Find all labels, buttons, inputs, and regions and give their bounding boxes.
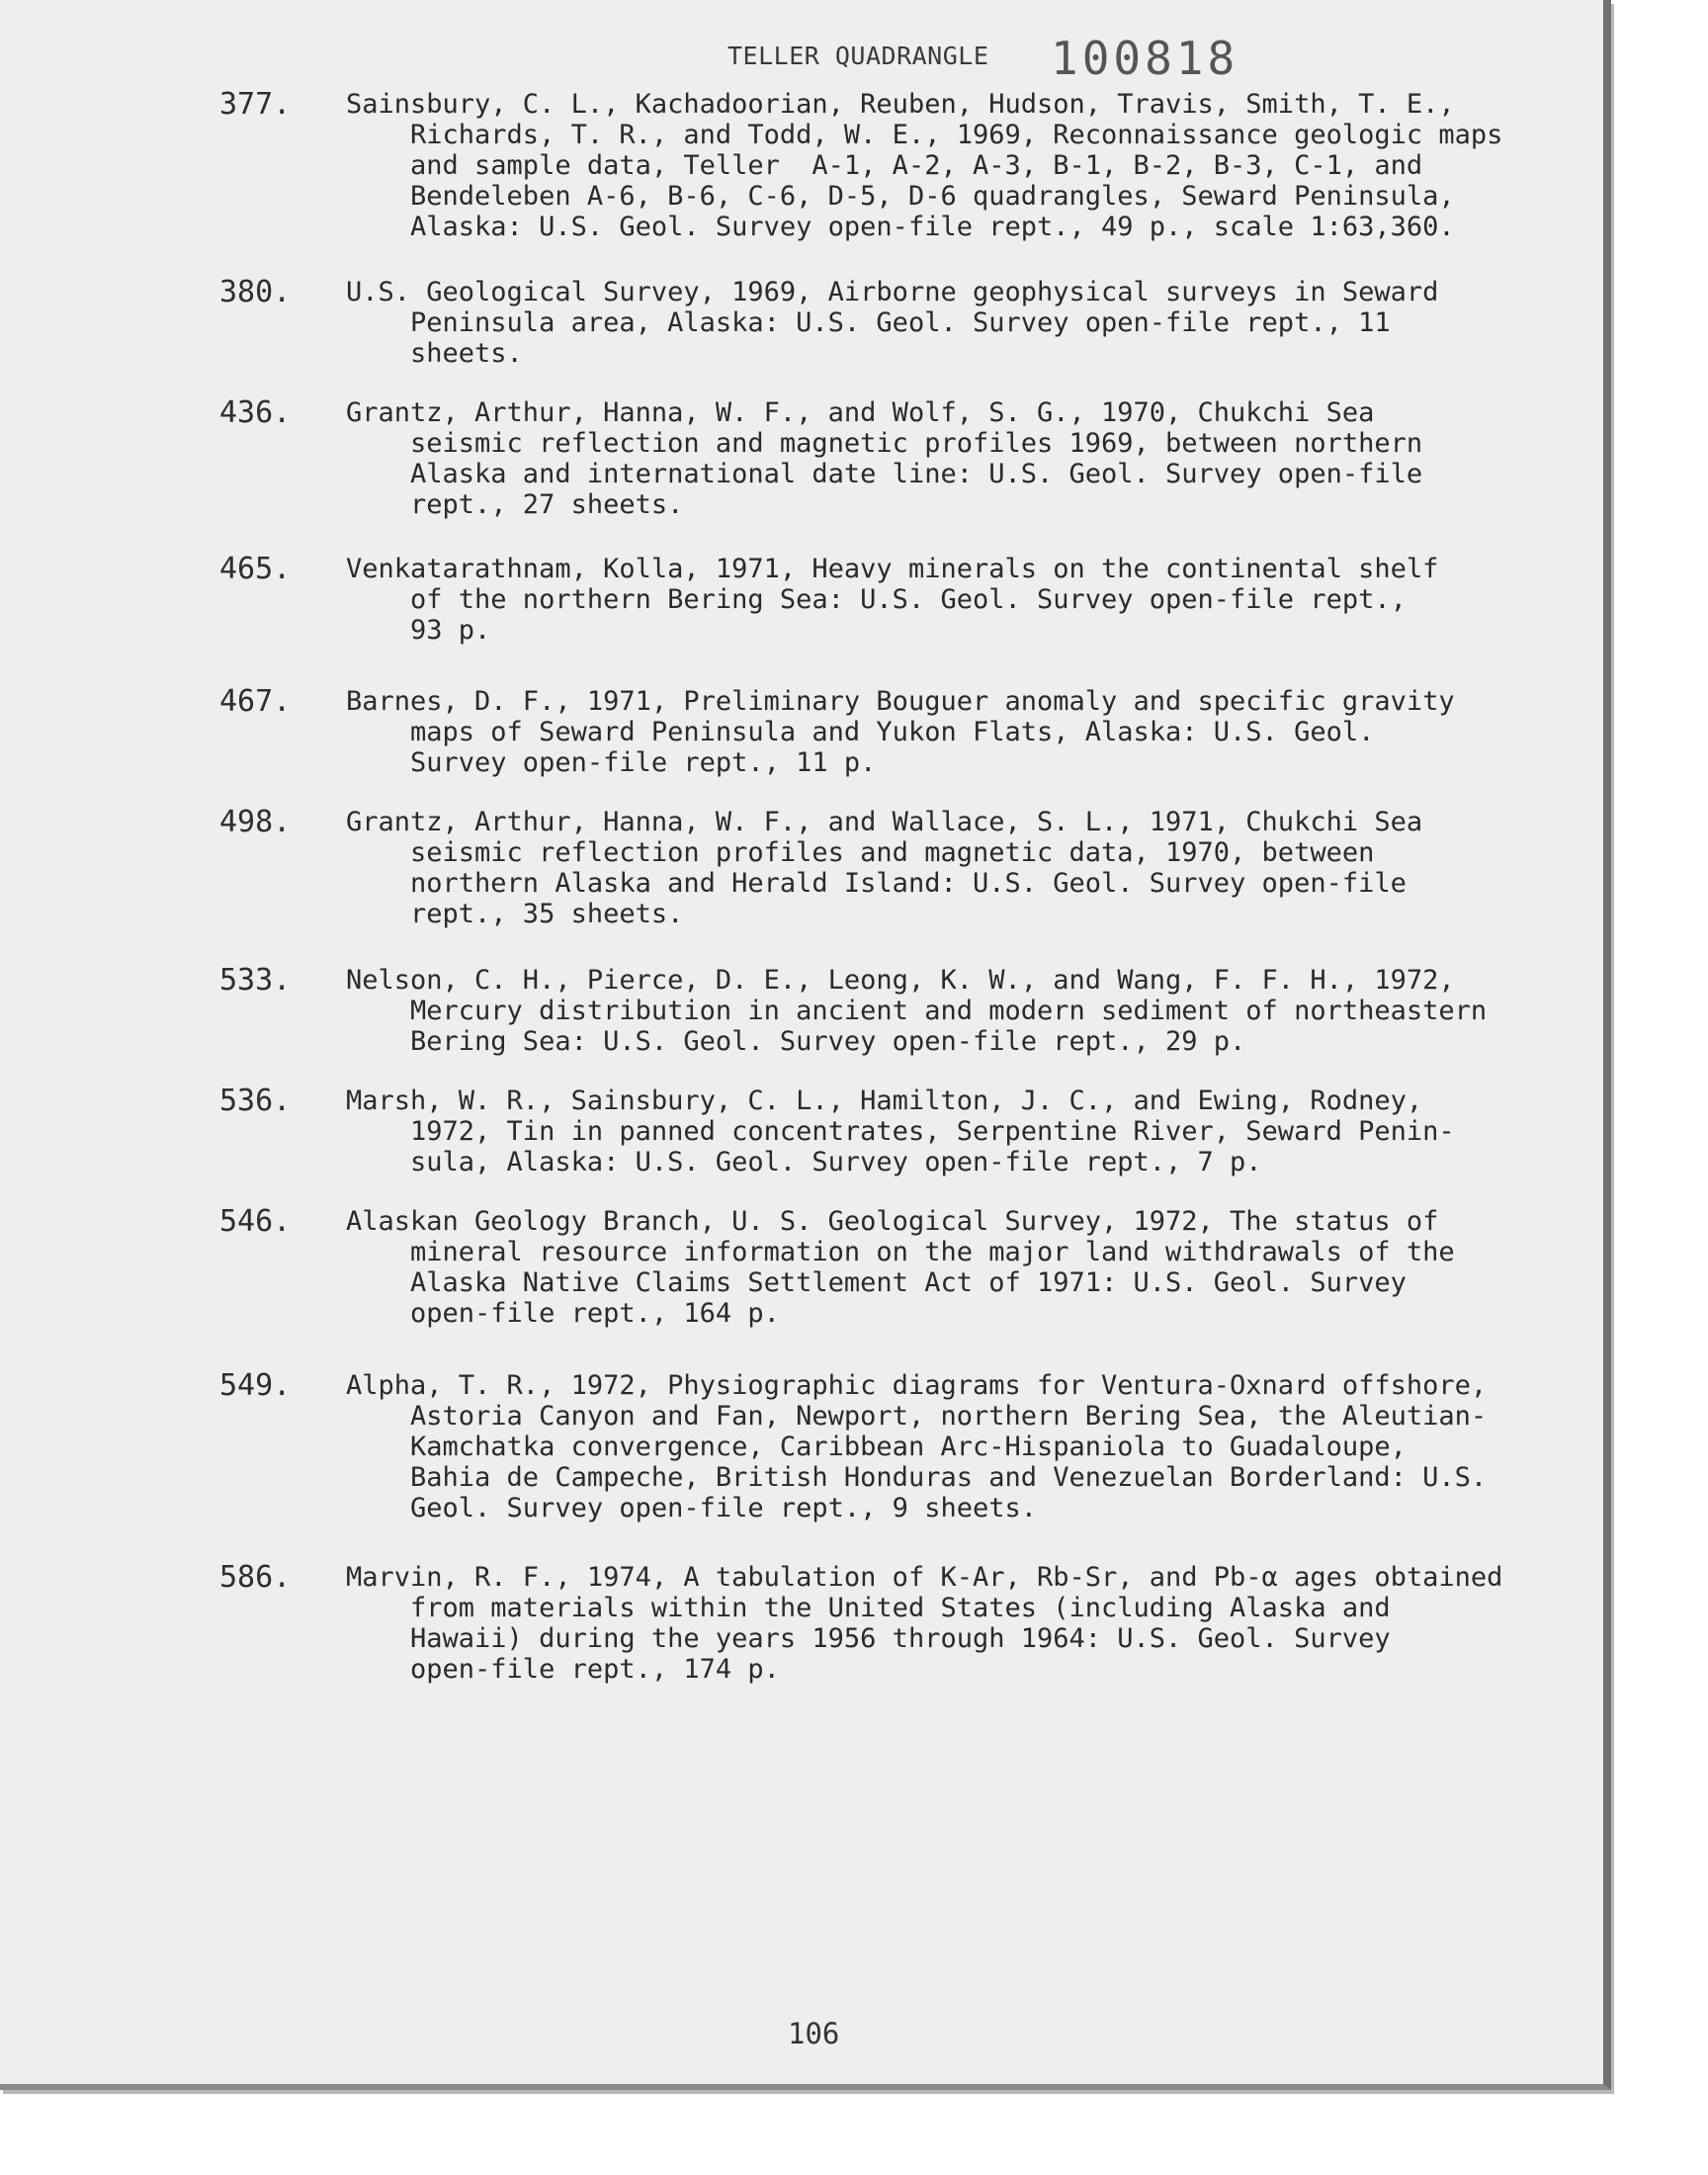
entry-line: Alaskan Geology Branch, U. S. Geological Survey, 1972, The status of: [346, 1206, 1439, 1237]
entry-number: 436.: [219, 395, 292, 430]
entry-number: 465.: [219, 552, 292, 586]
entry-text: [346, 1206, 1552, 1329]
entry-line: Richards, T. R., and Todd, W. E., 1969, Reconnaissance geologic maps: [346, 120, 1503, 150]
entry-text: [346, 397, 1552, 520]
entry-line: Geol. Survey open-file rept., 9 sheets.: [346, 1493, 1037, 1523]
entry-line: from materials within the United States (including Alaska and: [346, 1593, 1391, 1623]
entry-line: maps of Seward Peninsula and Yukon Flats, Alaska: U.S. Geol.: [346, 717, 1375, 747]
entry-line: seismic reflection and magnetic profiles 1969, between northern: [346, 428, 1423, 459]
entry-text: [346, 277, 1552, 369]
entry-number: 533.: [219, 963, 292, 998]
entry-number: 377.: [219, 87, 292, 122]
entry-line: and sample data, Teller A-1, A-2, A-3, B-1, B-2, B-3, C-1, and: [346, 150, 1423, 181]
entry-line: sheets.: [346, 338, 523, 369]
entry-text: [346, 1086, 1552, 1177]
entry-line: northern Alaska and Herald Island: U.S. Geol. Survey open-file: [346, 868, 1407, 899]
stamp-number: 100818: [1051, 32, 1239, 85]
quadrangle-title: TELLER QUADRANGLE: [727, 42, 989, 70]
entry-line: rept., 35 sheets.: [346, 899, 684, 929]
entry-line: open-file rept., 164 p.: [346, 1298, 780, 1329]
entry-line: Nelson, C. H., Pierce, D. E., Leong, K. W., and Wang, F. F. H., 1972,: [346, 965, 1455, 996]
entry-line: Barnes, D. F., 1971, Preliminary Bouguer anomaly and specific gravity: [346, 686, 1455, 717]
entry-text: [346, 686, 1552, 778]
entry-text: [346, 1562, 1552, 1685]
entry-number: 467.: [219, 684, 292, 719]
entry-text: [346, 554, 1552, 646]
entry-line: Marsh, W. R., Sainsbury, C. L., Hamilton, J. C., and Ewing, Rodney,: [346, 1086, 1423, 1116]
page-number: 106: [788, 2017, 840, 2050]
entry-line: Venkatarathnam, Kolla, 1971, Heavy minerals on the continental shelf: [346, 554, 1439, 584]
entry-line: Peninsula area, Alaska: U.S. Geol. Survey open-file rept., 11: [346, 307, 1391, 338]
entry-line: 93 p.: [346, 615, 491, 646]
entry-number: 549.: [219, 1368, 292, 1403]
entry-line: Alaska: U.S. Geol. Survey open-file rept., 49 p., scale 1:63,360.: [346, 212, 1455, 242]
entry-line: Mercury distribution in ancient and modern sediment of northeastern: [346, 996, 1488, 1026]
entry-line: Bahia de Campeche, British Honduras and Venezuelan Borderland: U.S.: [346, 1462, 1488, 1493]
entry-line: sula, Alaska: U.S. Geol. Survey open-file rept., 7 p.: [346, 1147, 1262, 1177]
entry-number: 536.: [219, 1084, 292, 1118]
entry-line: Astoria Canyon and Fan, Newport, northern Bering Sea, the Aleutian-: [346, 1401, 1488, 1432]
entry-number: 546.: [219, 1204, 292, 1239]
entry-number: 586.: [219, 1560, 292, 1595]
entry-line: U.S. Geological Survey, 1969, Airborne geophysical surveys in Seward: [346, 277, 1439, 307]
entry-line: Bendeleben A-6, B-6, C-6, D-5, D-6 quadrangles, Seward Peninsula,: [346, 181, 1455, 212]
entry-line: open-file rept., 174 p.: [346, 1654, 780, 1685]
entry-line: Grantz, Arthur, Hanna, W. F., and Wolf, S. G., 1970, Chukchi Sea: [346, 397, 1375, 428]
entry-line: Alaska Native Claims Settlement Act of 1971: U.S. Geol. Survey: [346, 1267, 1407, 1298]
entry-text: [346, 1370, 1552, 1523]
entry-text: [346, 965, 1552, 1057]
entry-line: mineral resource information on the major land withdrawals of the: [346, 1237, 1455, 1267]
entry-line: Alaska and international date line: U.S. Geol. Survey open-file: [346, 459, 1423, 489]
entry-line: Alpha, T. R., 1972, Physiographic diagrams for Ventura-Oxnard offshore,: [346, 1370, 1488, 1401]
entry-line: rept., 27 sheets.: [346, 489, 684, 520]
entry-number: 380.: [219, 275, 292, 309]
entry-line: of the northern Bering Sea: U.S. Geol. Survey open-file rept.,: [346, 584, 1407, 615]
entry-line: Kamchatka convergence, Caribbean Arc-Hispaniola to Guadaloupe,: [346, 1432, 1407, 1462]
entry-line: Marvin, R. F., 1974, A tabulation of K-Ar, Rb-Sr, and Pb-α ages obtained: [346, 1562, 1503, 1593]
entry-text: [346, 89, 1552, 242]
entry-line: Survey open-file rept., 11 p.: [346, 747, 877, 778]
entry-line: Sainsbury, C. L., Kachadoorian, Reuben, Hudson, Travis, Smith, T. E.,: [346, 89, 1455, 120]
entry-number: 498.: [219, 805, 292, 839]
entry-line: Bering Sea: U.S. Geol. Survey open-file rept., 29 p.: [346, 1026, 1246, 1057]
entry-line: Grantz, Arthur, Hanna, W. F., and Wallace, S. L., 1971, Chukchi Sea: [346, 807, 1423, 837]
entry-line: seismic reflection profiles and magnetic data, 1970, between: [346, 837, 1375, 868]
entry-text: [346, 807, 1552, 929]
entry-line: 1972, Tin in panned concentrates, Serpentine River, Seward Penin-: [346, 1116, 1455, 1147]
entry-line: Hawaii) during the years 1956 through 1964: U.S. Geol. Survey: [346, 1623, 1391, 1654]
